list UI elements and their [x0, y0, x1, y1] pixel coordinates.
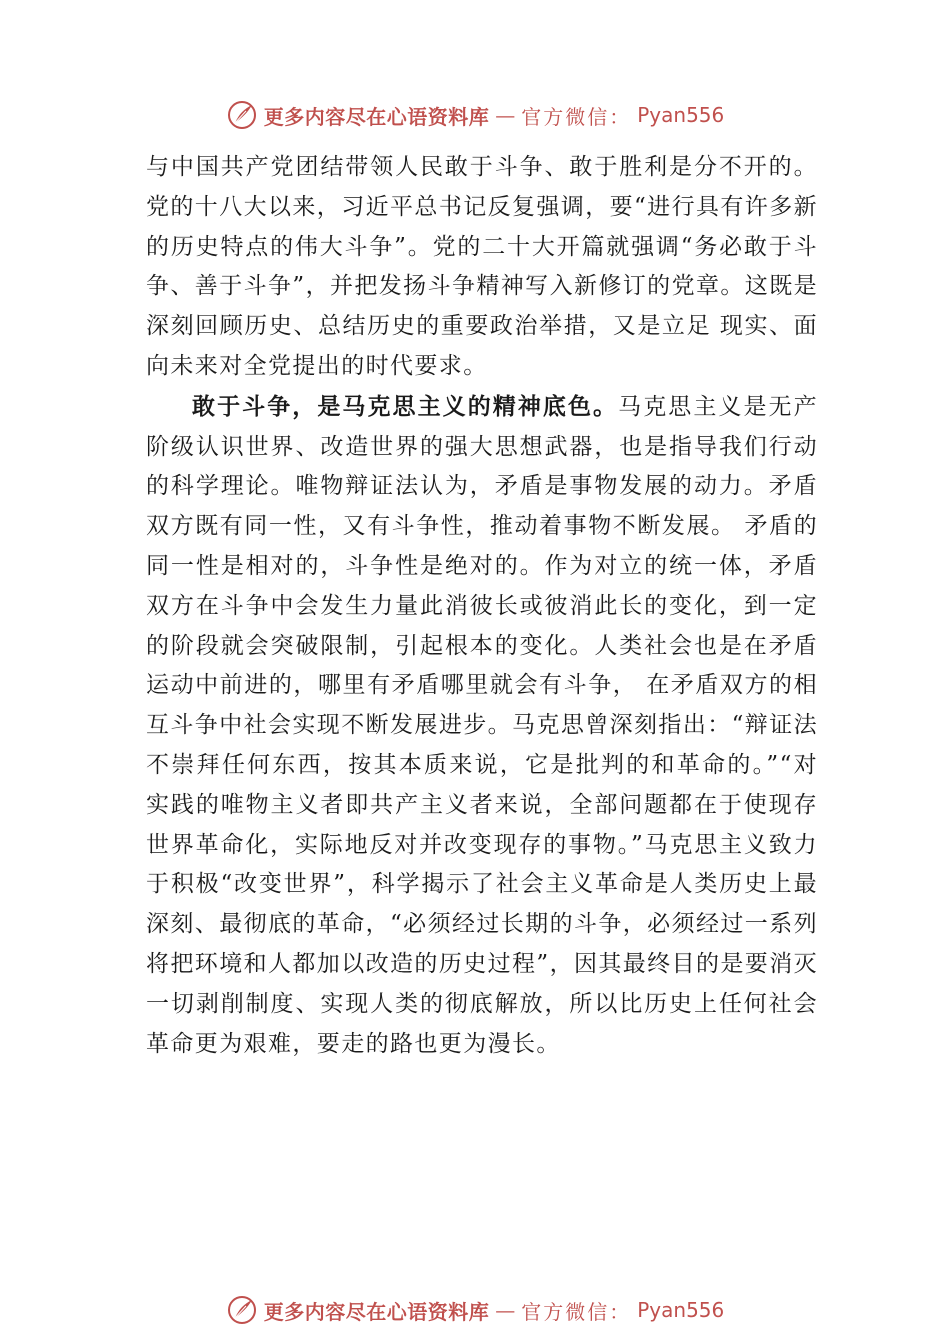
footer-wechat-id: Pyan556: [637, 1298, 725, 1322]
footer-banner: [0, 1290, 950, 1330]
header-banner: [0, 95, 950, 135]
document-body: [146, 148, 818, 1064]
header-wechat-label: 官方微信：: [521, 104, 632, 129]
paragraph-2: [146, 387, 818, 1065]
footer-brand: 更多内容尽在心语资料库: [263, 1299, 490, 1324]
feather-pen-icon: [226, 99, 258, 131]
header-brand: 更多内容尽在心语资料库: [263, 104, 490, 129]
paragraph-2-body: 马克思主义是无产阶级认识世界、改造世界的强大思想武器，也是指导我们行动的科学理论。唯物辩证法认为，矛盾是事物发展的动力。矛盾双方既有同一性，又有斗争性，推动着事物不断发展。 矛盾的同一性是相对的，斗争性是绝对的。作为对立的统一体，矛盾双方在斗争中会发生力量此消彼长或彼消此长的变化，到一定的阶段就会突破限制，引起根本的变化。人类社会也是在矛盾运动中前进的，哪里有矛盾哪里就会有斗争， 在矛盾双方的相互斗争中社会实现不断发展进步。马克思曾深刻指出：“辩证法不崇拜任何东西，按其本质来说，它是批判的和革命的。”“对实践的唯物主义者即共产主义者来说，全部问题都在于使现存世界革命化，实际地反对并改变现存的事物。”马克思主义致力于积极“改变世界”，科学揭示了社会主义革命是人类历史上最深刻、最彻底的革命，“必须经过长期的斗争，必须经过一系列将把环境和人都加以改造的历史过程”，因其最终目的是要消灭一切剥削制度、实现人类的彻底解放，所以比历史上任何社会革命更为艰难，要走的路也更为漫长。: [146, 393, 818, 1057]
feather-pen-icon: [226, 1294, 258, 1326]
footer-separator: —: [495, 1298, 516, 1322]
header-separator: —: [495, 103, 516, 127]
footer-wechat-label: 官方微信：: [521, 1299, 632, 1324]
header-wechat-id: Pyan556: [637, 103, 725, 127]
paragraph-1: 与中国共产党团结带领人民敢于斗争、敢于胜利是分不开的。党的十八大以来，习近平总书记反复强调，要“进行具有许多新的历史特点的伟大斗争”。党的二十大开篇就强调“务必敢于斗争、善于斗争”，并把发扬斗争精神写入新修订的党章。这既是深刻回顾历史、总结历史的重要政治举措，又是立足 现实、面向未来对全党提出的时代要求。: [146, 154, 818, 379]
paragraph-2-lead: 敢于斗争，是马克思主义的精神底色。: [192, 392, 619, 420]
